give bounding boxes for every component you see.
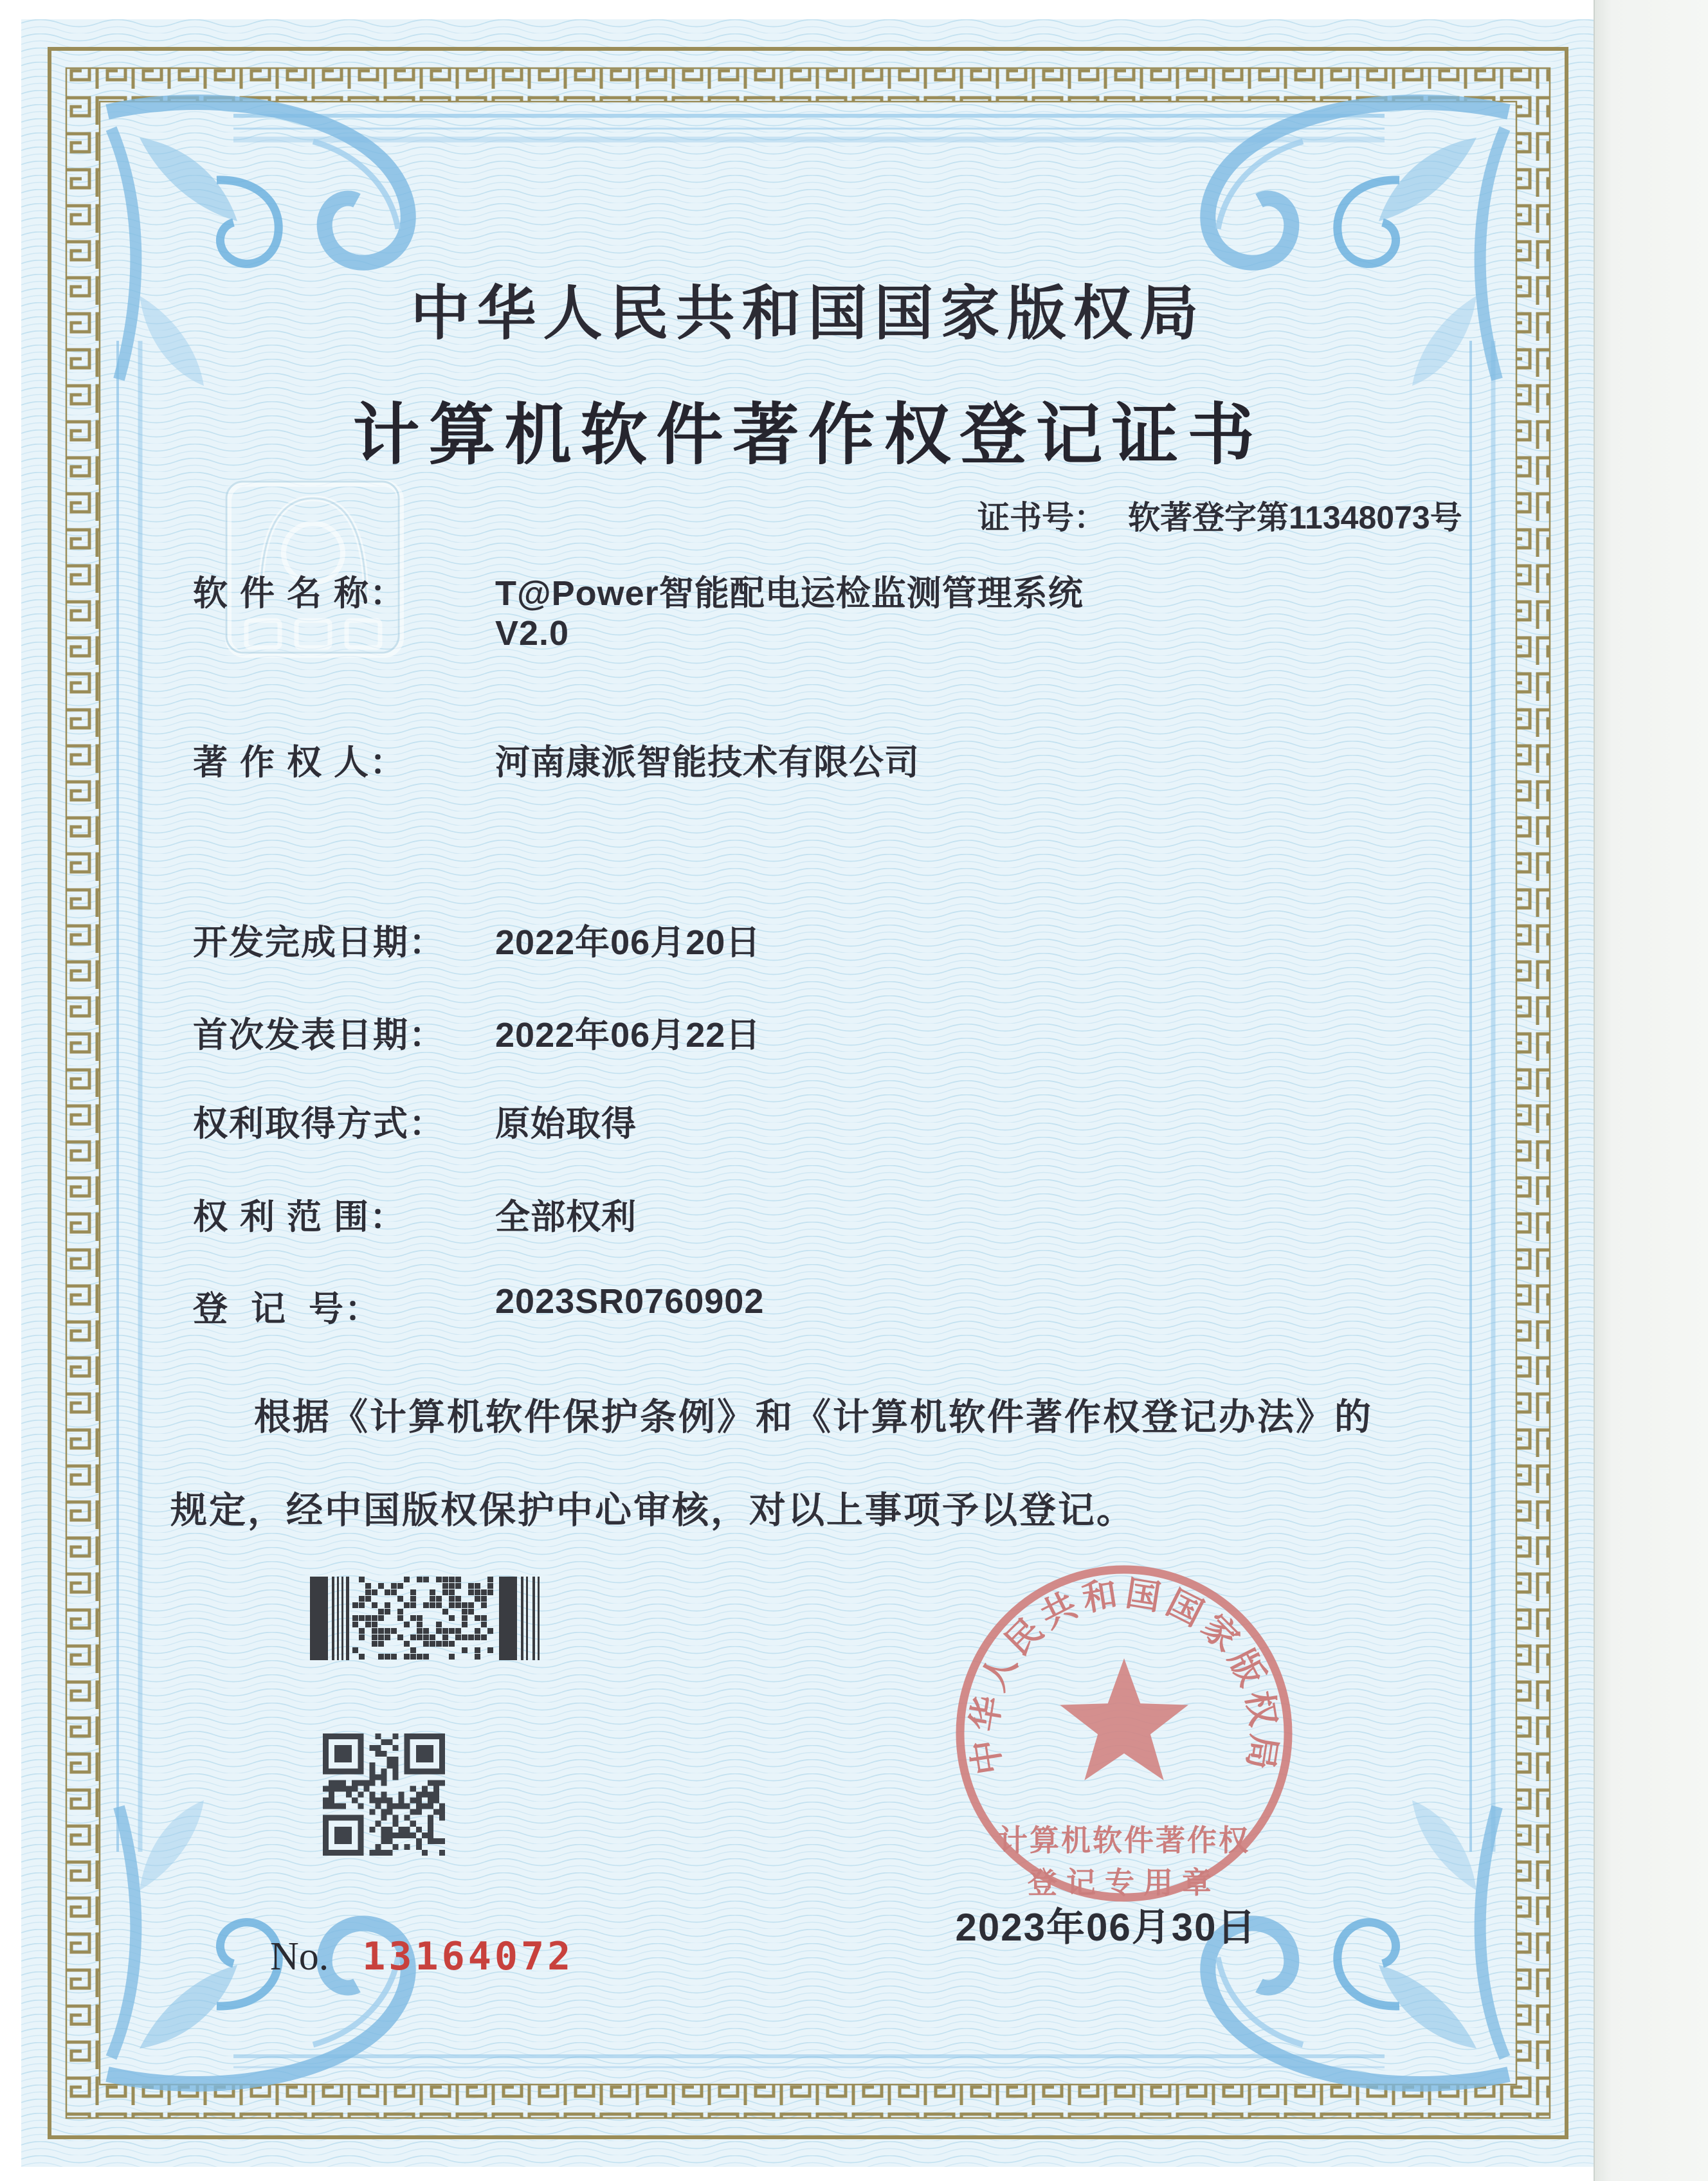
serial-number-row bbox=[270, 1934, 574, 1980]
pdf417-barcode bbox=[310, 1577, 541, 1660]
development-completed-label: 开发完成日期： bbox=[193, 923, 445, 962]
scan-edge-strip bbox=[1594, 0, 1708, 2181]
registration-number-label: 登 记 号： bbox=[193, 1290, 381, 1328]
certificate-number-label: 证书号： bbox=[977, 500, 1106, 536]
certificate-number-row bbox=[977, 492, 1462, 538]
red-official-seal bbox=[931, 1541, 1317, 1926]
issuing-authority-title: 中华人民共和国国家版权局 bbox=[410, 281, 1206, 347]
seal-text-line2: 登记专用章 bbox=[1028, 1866, 1221, 1899]
star-icon bbox=[1060, 1658, 1188, 1780]
registration-number-value: 2023SR0760902 bbox=[495, 1282, 765, 1321]
certificate-number-value: 软著登字第11348073号 bbox=[1128, 500, 1462, 536]
software-version-value: V2.0 bbox=[495, 614, 570, 653]
software-name-label: 软 件 名 称： bbox=[193, 574, 406, 613]
copyright-holder-label: 著 作 权 人： bbox=[193, 743, 406, 782]
qr-code bbox=[323, 1733, 445, 1856]
rights-acquisition-label: 权利取得方式： bbox=[193, 1105, 445, 1143]
serial-prefix: No. bbox=[270, 1935, 329, 1978]
seal-ring-text: 中华人民共和国国家版权局 bbox=[965, 1574, 1284, 1777]
issue-date: 2023年06月30日 bbox=[955, 1906, 1257, 1949]
serial-number: 13164072 bbox=[362, 1934, 574, 1979]
software-name-value: T@Power智能配电运检监测管理系统 bbox=[495, 574, 1084, 613]
rights-scope-value: 全部权利 bbox=[495, 1198, 637, 1236]
body-paragraph-line2: 规定，经中国版权保护中心审核，对以上事项予以登记。 bbox=[170, 1490, 1135, 1531]
development-completed-value: 2022年06月20日 bbox=[495, 923, 761, 962]
rights-scope-label: 权 利 范 围： bbox=[193, 1198, 406, 1236]
first-publication-value: 2022年06月22日 bbox=[495, 1016, 761, 1054]
seal-text-line1: 计算机软件著作权 bbox=[998, 1824, 1250, 1857]
copyright-holder-value: 河南康派智能技术有限公司 bbox=[495, 743, 920, 782]
rights-acquisition-value: 原始取得 bbox=[495, 1105, 637, 1143]
first-publication-label: 首次发表日期： bbox=[193, 1016, 445, 1054]
certificate-title: 计算机软件著作权登记证书 bbox=[352, 398, 1264, 473]
body-paragraph-line1: 根据《计算机软件保护条例》和《计算机软件著作权登记办法》的 bbox=[254, 1397, 1373, 1438]
